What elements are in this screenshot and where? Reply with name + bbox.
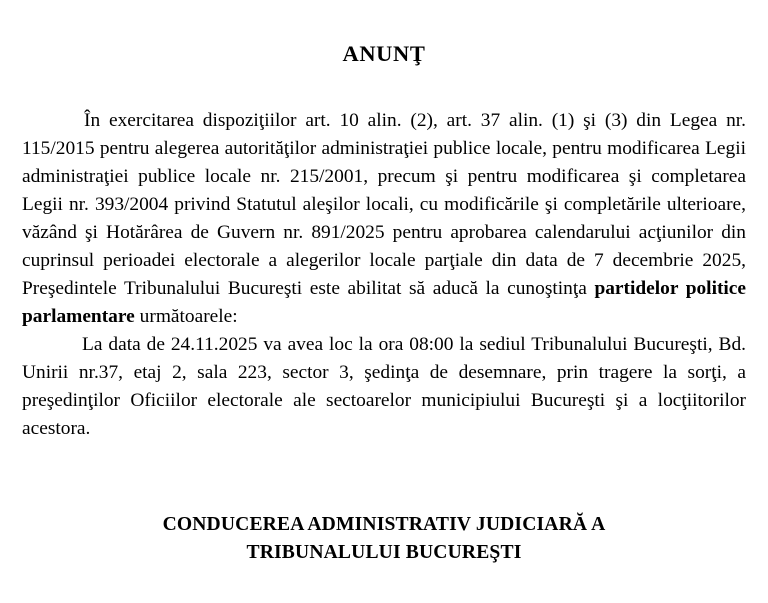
paragraph-legal-basis-run-0: În exercitarea dispoziţiilor art. 10 alin. (2), art. 37 alin. (1) şi (3) din Legea nr. 115/2015 pentru alegerea autorităţilor administraţiei publice locale, pentru modificarea Legii administraţiei publice locale nr. 215/2001, precum şi pentru modificarea şi completarea Legii nr. 393/2004 privind Statutul aleşilor locali, cu modificările şi completările ulterioare, văzând şi Hotărârea de Guvern nr. 891/2025 pentru aprobarea calendarului acţiunilor din cuprinsul perioadei electorale a alegerilor locale parţiale din data de 7 decembrie 2025, Preşedintele Tribunalului Bucureşti este abilitat să aducă la cunoştinţa (22, 109, 746, 299)
signature-line-2: TRIBUNALULUI BUCUREŞTI (246, 542, 522, 563)
page-title: ANUNŢ (342, 41, 426, 66)
paragraph-legal-basis-run-2: următoarele: (134, 305, 238, 327)
paragraph-legal-basis-run-1-bold: partidelor politice parlamentare (22, 277, 747, 327)
paragraph-meeting-details-run-0: La data de 24.11.2025 va avea loc la ora 08:00 la sediul Tribunalului Bucureşti, Bd. Unirii nr.37, etaj 2, sala 223, sector 3, şedinţa de desemnare, prin tragere la sorţi, a preşedinţilor Oficiilor electorale ale sectoarelor municipiului Bucureşti şi a locţiitorilor acestora. (22, 333, 746, 439)
paragraph-meeting-details (22, 331, 746, 443)
paragraph-legal-basis (22, 107, 746, 331)
signature-line-1: CONDUCEREA ADMINISTRATIV JUDICIARĂ A (162, 514, 606, 535)
document-body (0, 107, 768, 443)
signature-block (0, 511, 768, 567)
